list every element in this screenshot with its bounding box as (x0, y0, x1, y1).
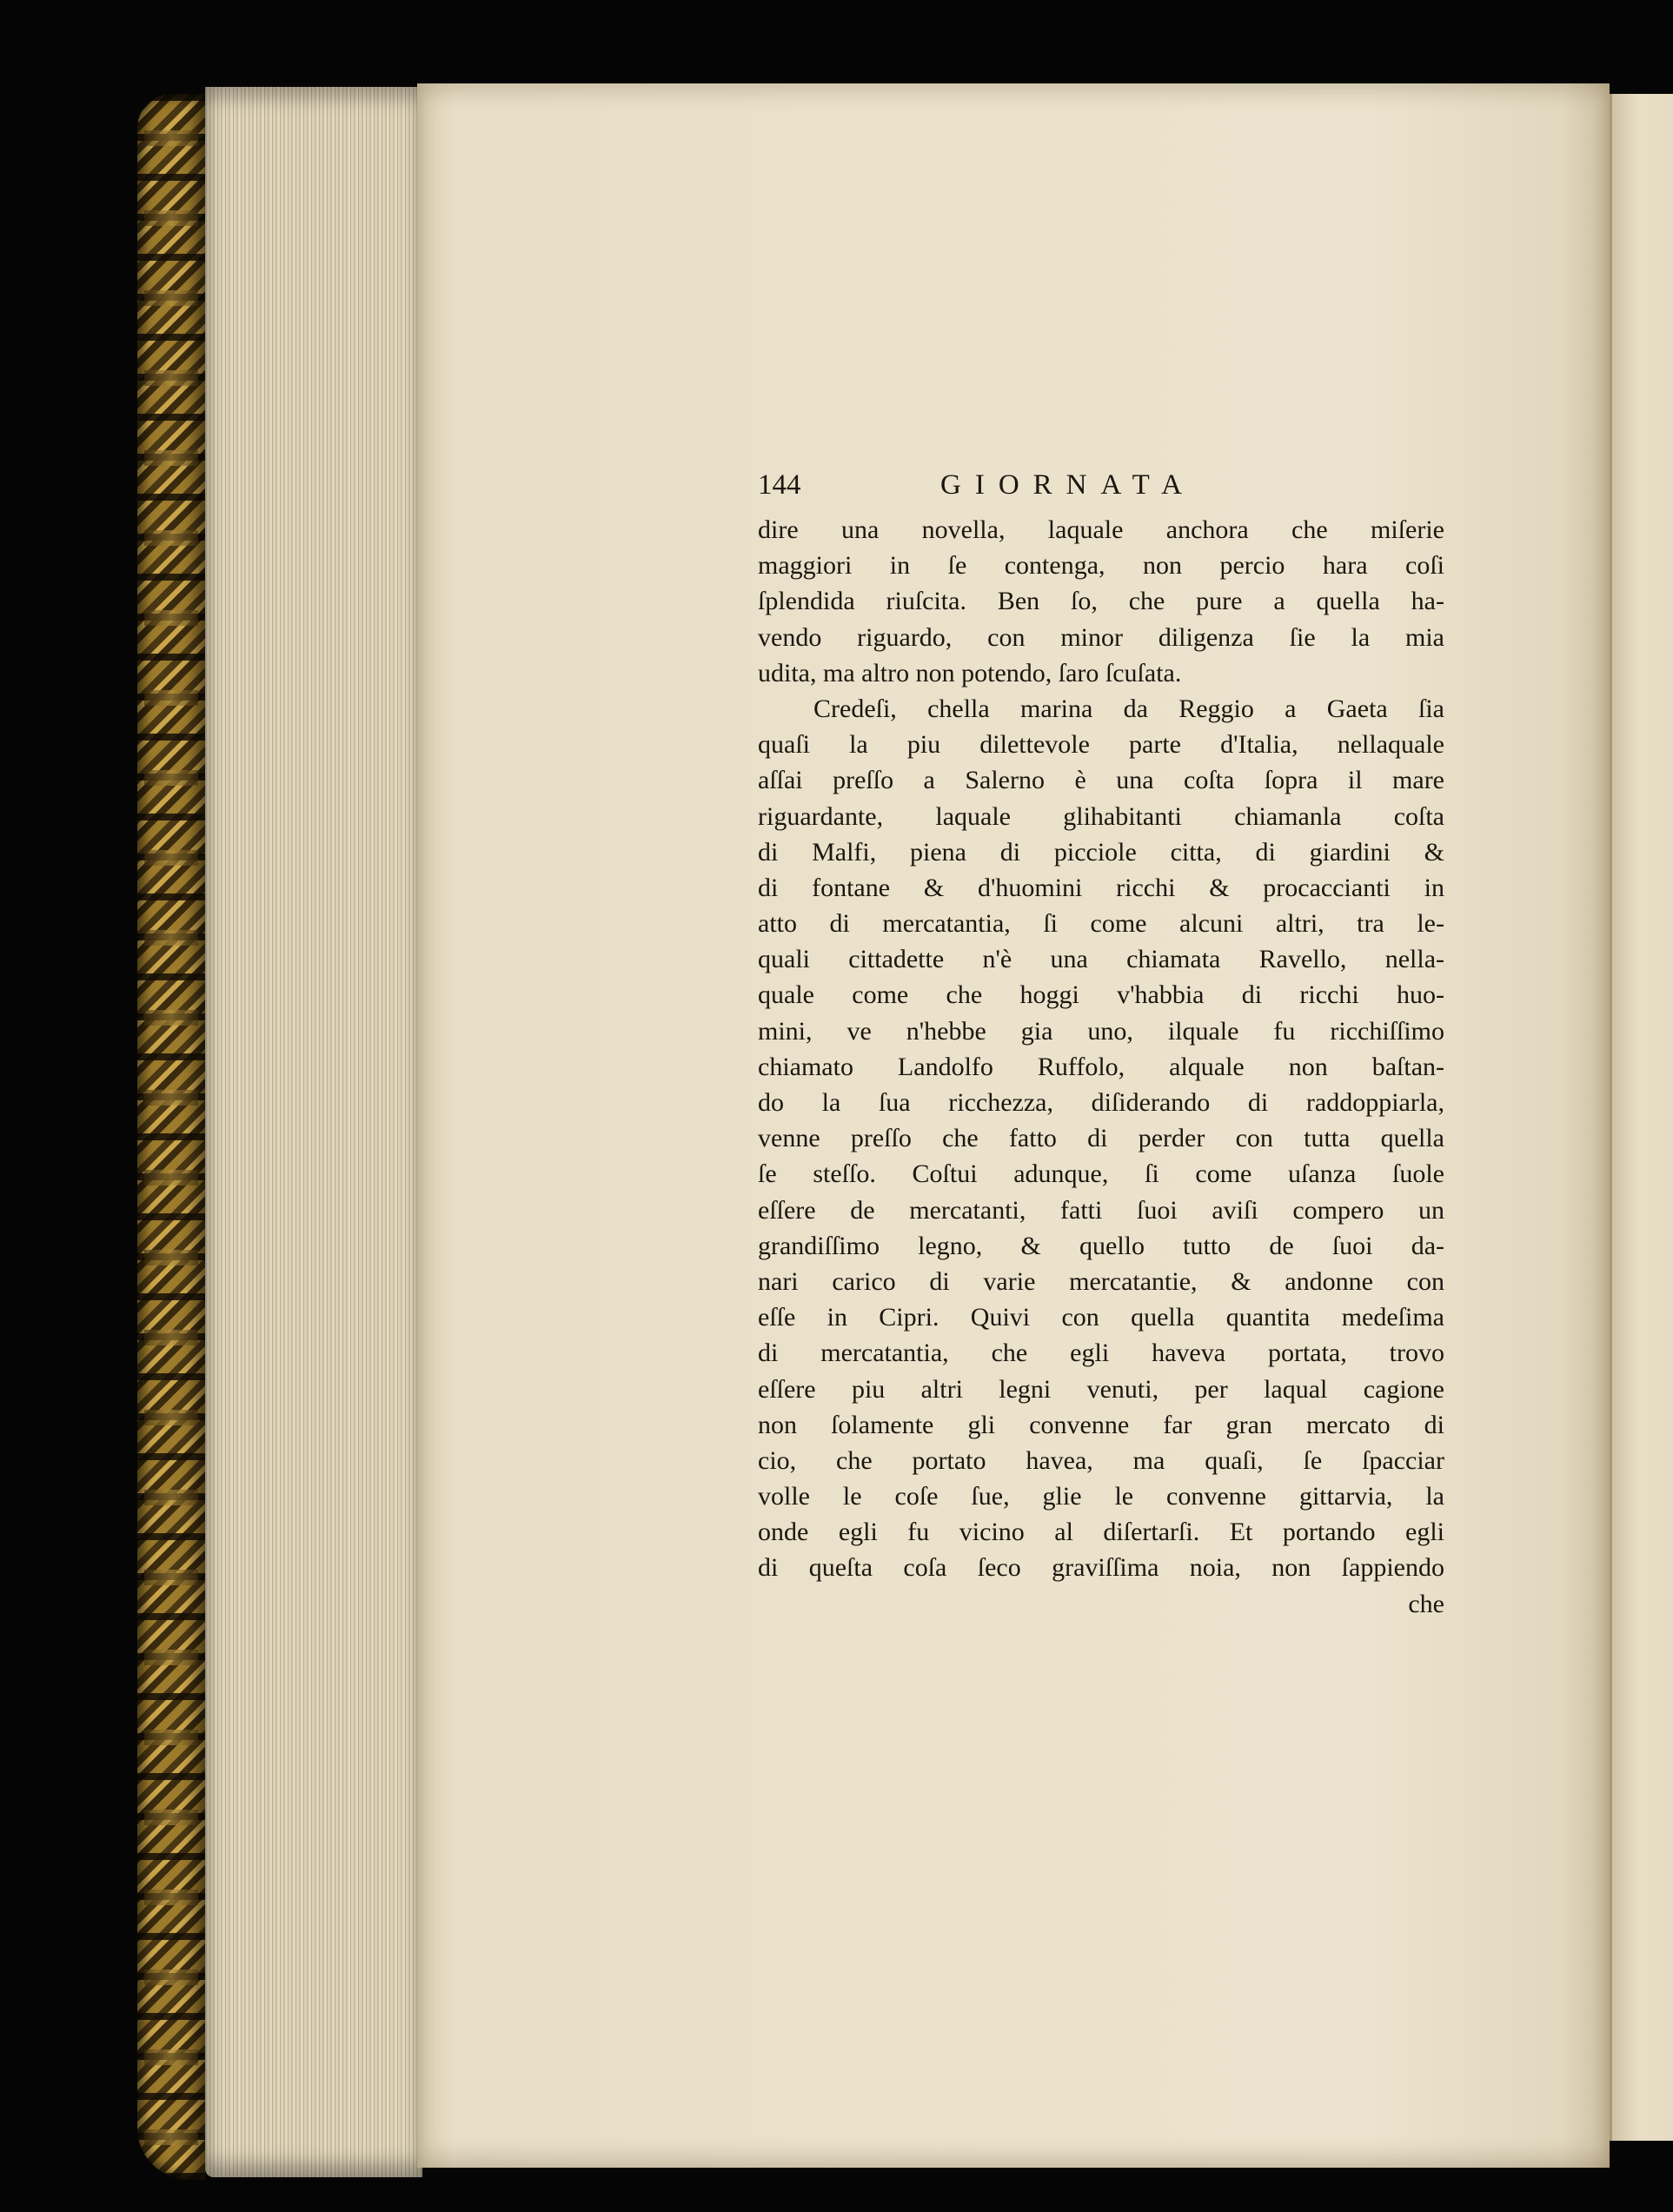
text-line: di Malfi, piena di picciole citta, di giardini & (758, 837, 1444, 867)
spine-ornament (144, 1410, 198, 1425)
text-line: quali cittadette n'è una chiamata Ravello, nella- (758, 945, 1444, 974)
text-line: atto di mercatantia, ſi come alcuni altri, tra le- (758, 909, 1444, 939)
spine-ornament (144, 1010, 198, 1026)
text-line: eſſere de mercatanti, fatti ſuoi aviſi compero un (758, 1195, 1444, 1225)
spine-ornament (144, 530, 198, 546)
facing-page-edge (1610, 94, 1673, 2141)
text-line: eſſere piu altri legni venuti, per laqual cagione (758, 1374, 1444, 1404)
spine-ornament (144, 2129, 198, 2145)
text-line: non ſolamente gli convenne far gran mercato di (758, 1410, 1444, 1439)
text-line: dire una novella, laquale anchora che miſerie (758, 515, 1444, 544)
spine-ornament (144, 1650, 198, 1665)
spine-ornament (144, 930, 198, 946)
spine-ornament (144, 1970, 198, 1985)
spine-ornament (144, 450, 198, 466)
spine-ornament (144, 1330, 198, 1345)
spine-ornament (144, 1730, 198, 1745)
text-line: di fontane & d'huomini ricchi & procaccianti in (758, 873, 1444, 902)
spine-ornament (144, 1570, 198, 1585)
spine-ornament (144, 1810, 198, 1825)
text-line: chiamato Landolfo Ruffolo, alquale non baſtan- (758, 1052, 1444, 1081)
text-line: nari carico di varie mercatantie, & andonne con (758, 1266, 1444, 1296)
gilt-spine (137, 94, 205, 2180)
spine-ornament (144, 690, 198, 706)
page-number: 144 (758, 469, 801, 501)
text-line: aſſai preſſo a Salerno è una coſta ſopra il mare (758, 766, 1444, 795)
text-line: riguardante, laquale glihabitanti chiamanla coſta (758, 801, 1444, 831)
spine-ornament (144, 2049, 198, 2065)
spine-ornament (144, 850, 198, 866)
text-line: quale come che hoggi v'habbia di ricchi huo- (758, 980, 1444, 1010)
spine-ornament (144, 290, 198, 306)
text-line: ſplendida riuſcita. Ben ſo, che pure a quella ha- (758, 587, 1444, 616)
text-line: volle le coſe ſue, glie le convenne gittarvia, la (758, 1482, 1444, 1511)
text-block (758, 458, 1444, 1622)
spine-ornament (144, 1170, 198, 1186)
catchword: che (1408, 1589, 1444, 1618)
spine-ornament (144, 1890, 198, 1905)
text-line: grandiſſimo legno, & quello tutto de ſuoi da- (758, 1231, 1444, 1260)
text-line: ſe steſſo. Coſtui adunque, ſi come uſanza ſuole (758, 1159, 1444, 1189)
spine-ornament (144, 1250, 198, 1265)
spine-ornament (144, 1490, 198, 1505)
text-line: quaſi la piu dilettevole parte d'Italia, nellaquale (758, 730, 1444, 760)
text-line: maggiori in ſe contenga, non percio hara coſi (758, 551, 1444, 581)
text-line: Credeſi, chella marina da Reggio a Gaeta ſia (813, 694, 1444, 723)
text-line: venne preſſo che fatto di perder con tutta quella (758, 1124, 1444, 1153)
spine-ornament (144, 610, 198, 626)
page-edges (205, 87, 422, 2177)
text-line: vendo riguardo, con minor diligenza ſie la mia (758, 622, 1444, 652)
spine-ornament (144, 1090, 198, 1106)
text-line: mini, ve n'hebbe gia uno, ilquale fu ricchiſſimo (758, 1016, 1444, 1046)
text-line: di mercatantia, che egli haveva portata, trovo (758, 1338, 1444, 1368)
page-header (758, 458, 1444, 512)
text-line: udita, ma altro non potendo, ſaro ſcuſata. (758, 658, 1182, 688)
text-line: di queſta coſa ſeco graviſſima noia, non ſappiendo (758, 1553, 1444, 1583)
spine-ornament (144, 370, 198, 386)
spine-ornament (144, 210, 198, 226)
spine-ornament (144, 130, 198, 146)
spine-ornament (144, 770, 198, 786)
text-line: eſſe in Cipri. Quivi con quella quantita medeſima (758, 1303, 1444, 1332)
text-line: onde egli fu vicino al diſertarſi. Et portando egli (758, 1518, 1444, 1547)
text-line: do la ſua ricchezza, diſiderando di raddoppiarla, (758, 1088, 1444, 1117)
running-head: GIORNATA (940, 469, 1197, 501)
text-line: cio, che portato havea, ma quaſi, ſe ſpacciar (758, 1445, 1444, 1475)
body-text (758, 512, 1444, 1586)
